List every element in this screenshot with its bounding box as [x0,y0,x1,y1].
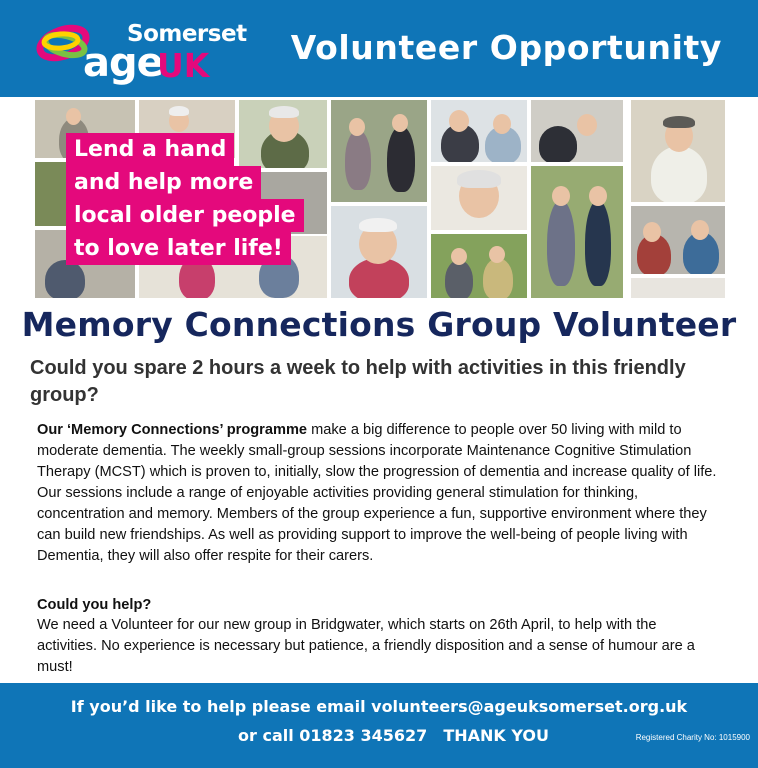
charity-number: Registered Charity No: 1015900 [635,733,750,742]
logo-age-text: age [83,40,163,86]
collage-photo [631,206,725,274]
slogan-line: local older people [66,199,304,232]
logo-uk-text: UK [157,46,210,85]
header-title: Volunteer Opportunity [290,28,722,67]
collage-photo [531,166,623,298]
collage-photo [331,206,427,298]
collage-photo [631,100,725,202]
thank-you-text: THANK YOU [443,726,549,745]
help-heading: Could you help? [37,597,152,613]
help-text: We need a Volunteer for our new group in Bridgwater, which starts on 26th April, to help with the activities. No experience is necessary but patience, a friendly disposition and a sense of humour are a must! [37,617,695,675]
page-title: Memory Connections Group Volunteer [21,305,737,344]
phone-text: or call 01823 345627 [238,726,428,745]
slogan-box [66,133,296,265]
call-line [238,726,549,745]
slogan-line: to love later life! [66,232,291,265]
header-banner [0,0,758,97]
subtitle: Could you spare 2 hours a week to help with activities in this friendly group? [30,357,686,406]
programme-text: make a big difference to people over 50 living with mild to moderate dementia. The weekly small-group sessions incorporate Maintenance Cognitive Stimulation Therapy (MCST) which is proven to, initially, slow the progression of dementia and increase quality of life. Our sessions include a range of enjoyable activities providing general stimulation for thinking, concentration and memory. Members of the group experience a fun, supportive environment where they can build new friendships. As well as providing support to improve the well-being of people living with Dementia, they will also offer respite for their carers. [37,422,717,564]
collage-photo [531,100,623,162]
collage-photo [431,166,527,230]
collage-photo [431,234,527,298]
slogan-line: Lend a hand [66,133,234,166]
collage-photo [431,100,527,162]
collage-photo [631,278,725,298]
programme-name: Our ‘Memory Connections’ programme [37,422,308,438]
logo-region-text: Somerset [127,21,247,47]
email-line: If you’d like to help please email volunteers@ageuksomerset.org.uk [70,697,688,716]
programme-description [37,420,727,567]
age-uk-somerset-logo [35,13,247,88]
collage-photo [331,100,427,202]
footer-banner [0,683,758,768]
slogan-line: and help more [66,166,261,199]
